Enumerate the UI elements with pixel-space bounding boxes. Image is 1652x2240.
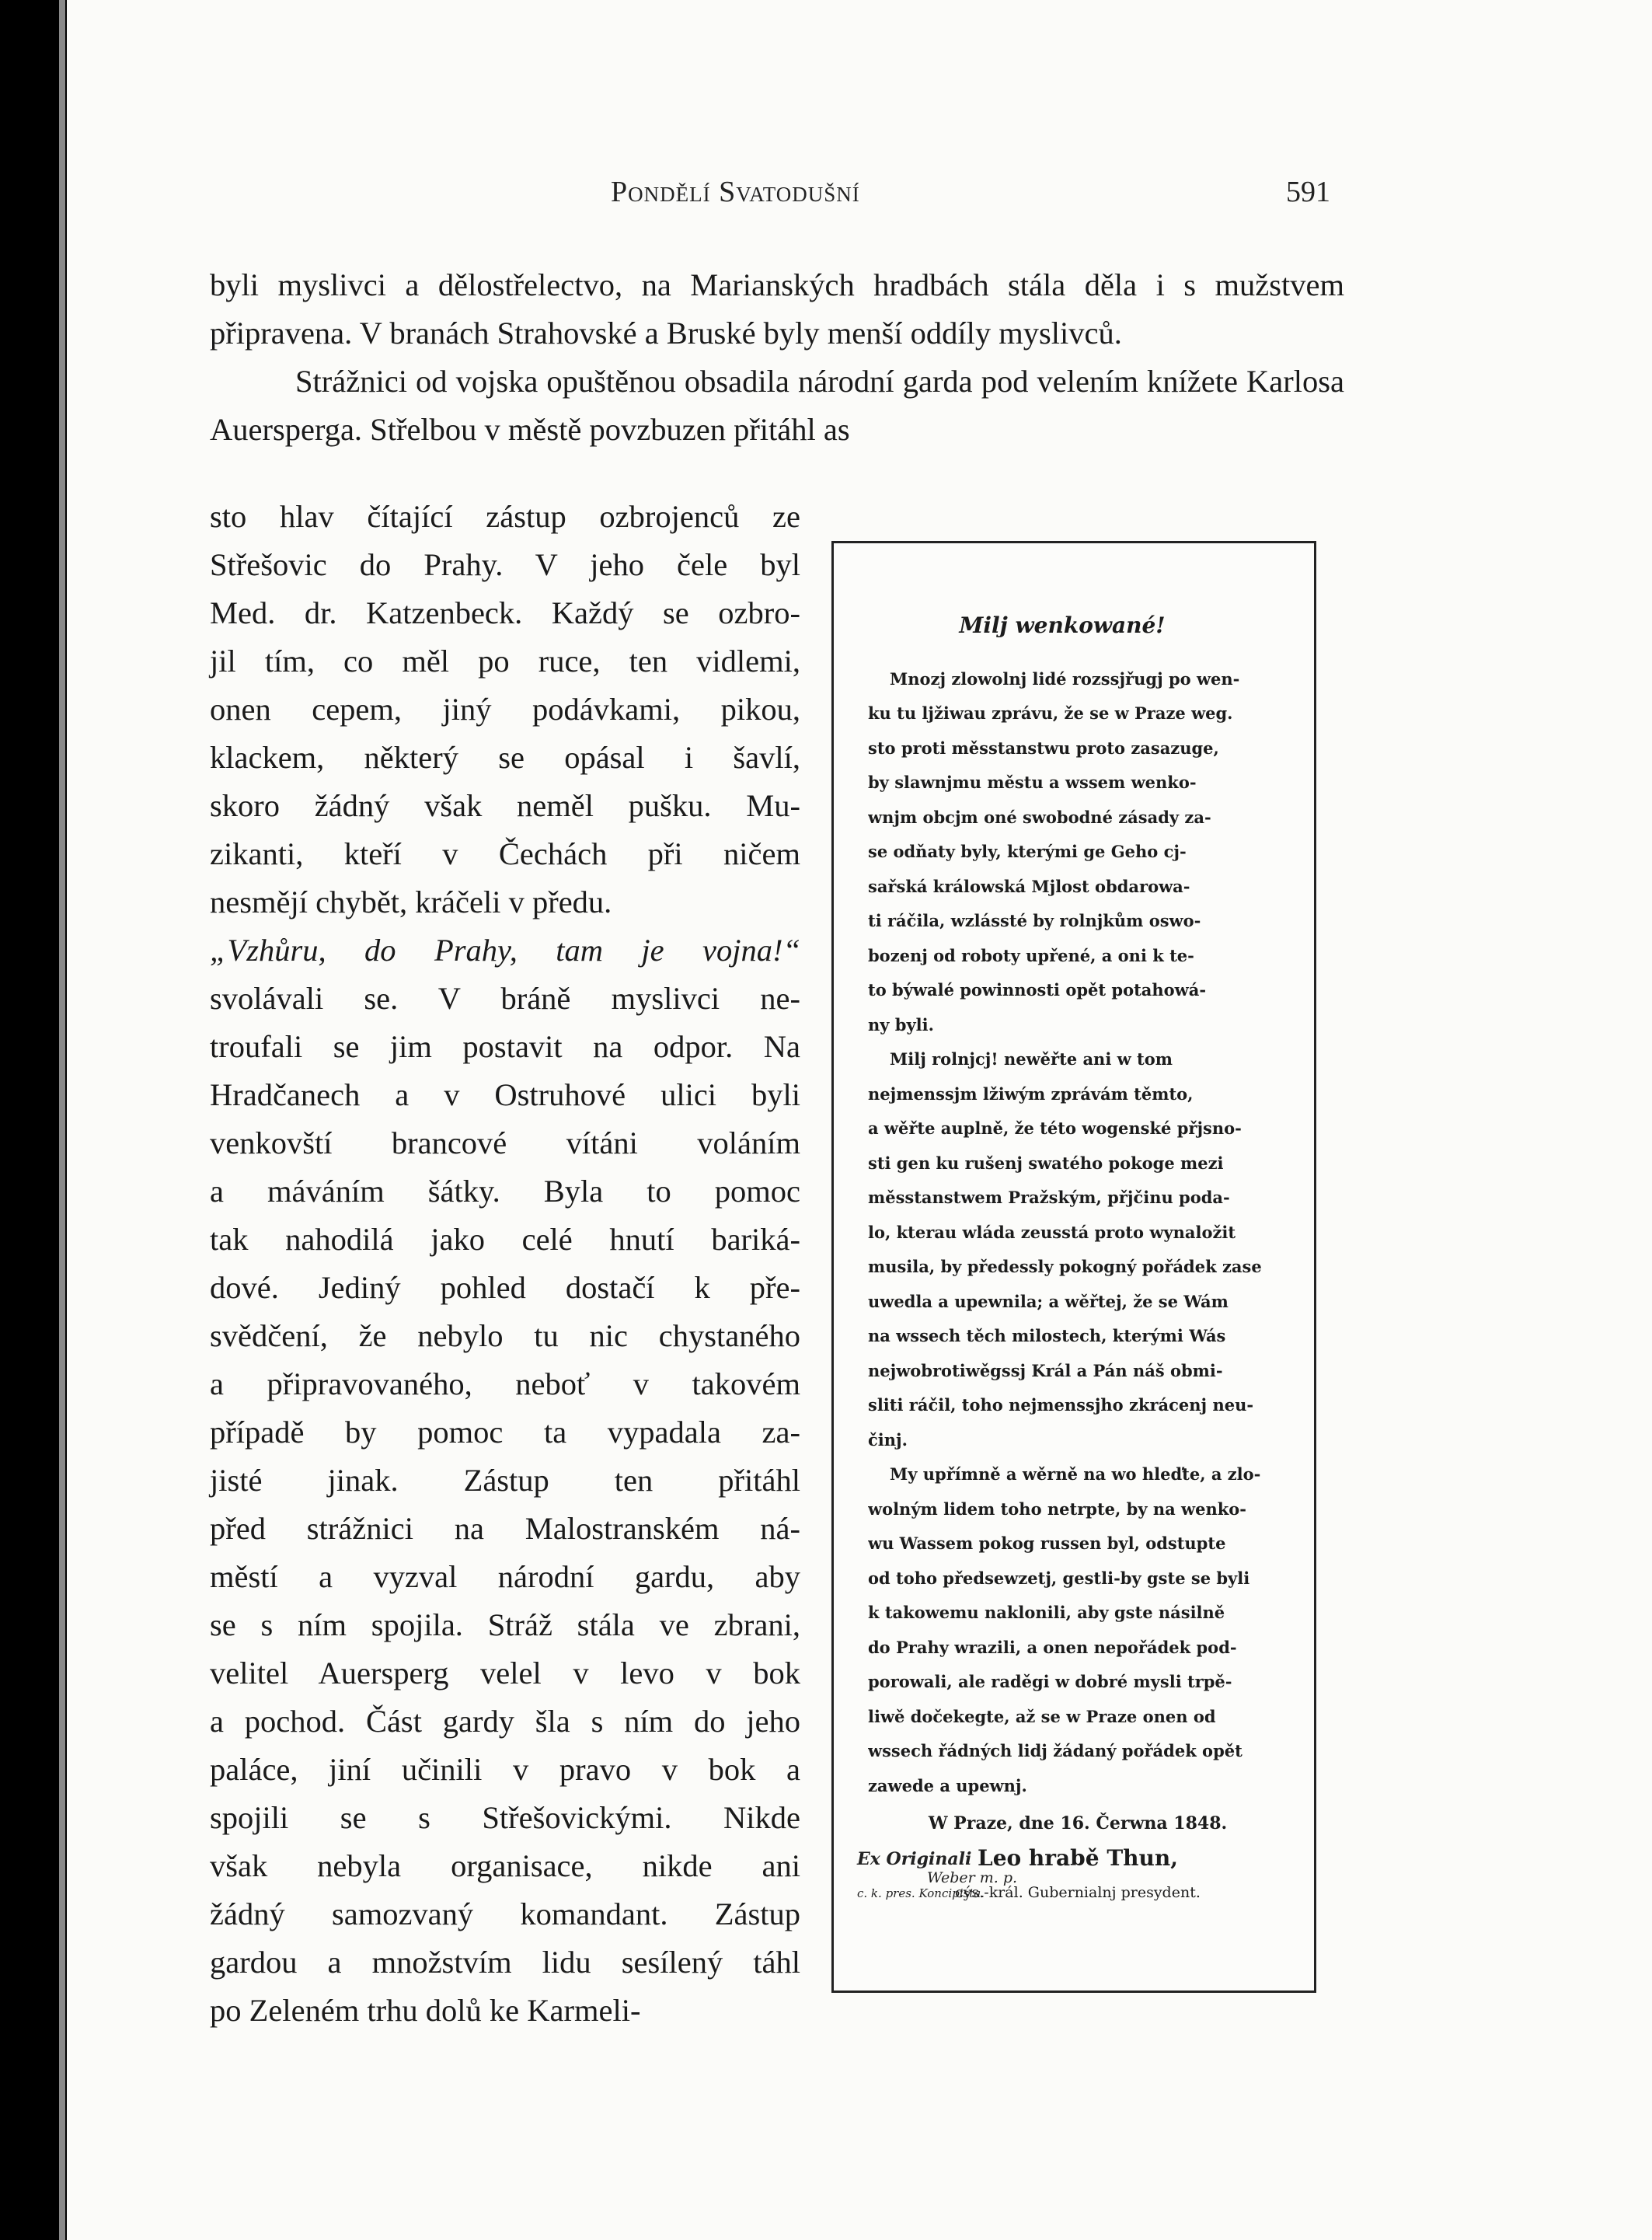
proclamation-line: My upřímně a wěrně na wo hleďte, a zlo-: [890, 1464, 1261, 1484]
column-line: velitel Auersperg velel v levo v bok: [210, 1656, 800, 1690]
proclamation-line: se odňaty byly, kterými ge Geho cj-: [868, 842, 1187, 861]
attestation-line-1: Ex Originali: [857, 1849, 972, 1869]
column-line: městí a vyzval národní gardu, aby: [210, 1559, 800, 1594]
column-line: skoro žádný však neměl pušku. Mu-: [210, 788, 800, 823]
proclamation-line: sto proti měsstanstwu proto zasazuge,: [868, 738, 1219, 758]
column-line: Hradčanech a v Ostruhové ulici byli: [210, 1077, 800, 1112]
column-line: tak nahodilá jako celé hnutí bariká-: [210, 1222, 800, 1257]
proclamation-line: do Prahy wrazili, a onen nepořádek pod-: [868, 1637, 1237, 1657]
proclamation-line: ti ráčila, wzlássté by rolnjkům oswo-: [868, 911, 1201, 930]
column-line: Střešovic do Prahy. V jeho čele byl: [210, 547, 800, 582]
column-line: a pochod. Část gardy šla s ním do jeho: [210, 1704, 800, 1739]
proclamation-line: uwedla a upewnila; a wěřtej, že se Wám: [868, 1291, 1229, 1311]
column-line: a připravovaného, neboť v takovém: [210, 1366, 800, 1401]
page-edge: [59, 0, 65, 2240]
proclamation-date: W Praze, dne 16. Čerwna 1848.: [928, 1813, 1228, 1834]
proclamation-line: na wssech těch milostech, kterými Wás: [868, 1326, 1226, 1345]
proclamation-line: měsstanstwem Pražským, přjčinu poda-: [868, 1188, 1230, 1207]
proclamation-line: od toho předsewzetj, gestli-by gste se byli: [868, 1568, 1250, 1588]
proclamation-line: porowali, ale raděgi w dobré mysli trpě-: [868, 1672, 1232, 1691]
proclamation-line: sti gen ku rušenj swatého pokoge mezi: [868, 1153, 1224, 1173]
column-line: troufali se jim postavit na odpor. Na: [210, 1029, 800, 1064]
handwritten-attestation: [857, 1849, 1090, 1900]
attestation-line-3: c. k. pres. Koncipista.: [857, 1886, 985, 1900]
proclamation-line: wolným lidem toho netrpte, by na wenko-: [868, 1499, 1247, 1519]
column-line: dové. Jediný pohled dostačí k pře-: [210, 1270, 800, 1305]
column-line: a máváním šátky. Byla to pomoc: [210, 1174, 800, 1209]
proclamation-line: musila, by předessly pokogný pořádek zase: [868, 1257, 1262, 1276]
column-text: [210, 493, 800, 2035]
column-line: Med. dr. Katzenbeck. Každý se ozbro-: [210, 595, 800, 630]
column-line: zikanti, kteří v Čechách při ničem: [210, 836, 800, 871]
column-line: se s ním spojila. Stráž stála ve zbrani,: [210, 1607, 800, 1642]
column-line: svědčení, že nebylo tu nic chystaného: [210, 1318, 800, 1353]
proclamation-line: sliti ráčil, toho nejmenssjho zkrácenj neu-: [868, 1395, 1254, 1415]
column-line: paláce, jiní učinili v pravo v bok a: [210, 1752, 800, 1787]
proclamation-line: wnjm obcjm oné swobodné zásady za-: [868, 807, 1211, 827]
paragraph-2: Strážnici od vojska opuštěnou obsadila národní garda pod velením knížete Karlosa Auersperga. Střelbou v městě povzbuzen přitáhl as: [210, 364, 1344, 447]
column-line: spojili se s Střešovickými. Nikde: [210, 1800, 800, 1835]
attestation-line-2: Weber m. p.: [927, 1869, 1018, 1886]
proclamation-line: nejwobrotiwěgssj Král a Pán náš obmi-: [868, 1360, 1223, 1380]
proclamation-line: a wěřte auplně, že této wogenské přjsno-: [868, 1118, 1242, 1138]
proclamation-line: liwě dočekegte, až se w Praze onen od: [868, 1706, 1216, 1726]
column-line: po Zeleném trhu dolů ke Karmeli-: [210, 1993, 641, 2028]
column-line: před strážnici na Malostranském ná-: [210, 1511, 800, 1546]
column-line: však nebyla organisace, nikde ani: [210, 1848, 800, 1883]
proclamation-line: bozenj od roboty upřené, a oni k te-: [868, 945, 1194, 965]
proclamation-line: Mnozj zlowolnj lidé rozssjřugj po wen-: [890, 668, 1240, 689]
column-line: jil tím, co měl po ruce, ten vidlemi,: [210, 644, 800, 679]
running-title: Pondělí Svatodušní: [611, 176, 860, 208]
running-header: [544, 175, 1330, 222]
proclamation-line: činj.: [868, 1429, 908, 1450]
proclamation-line: Milj rolnjcj! newěřte ani w tom: [890, 1049, 1173, 1069]
proclamation-lines: [868, 662, 1288, 1804]
proclamation-line: sařská králowská Mjlost obdarowa-: [868, 876, 1190, 896]
proclamation-line: by slawnjmu městu a wssem wenko-: [868, 773, 1197, 792]
proclamation-facsimile: [831, 541, 1316, 1993]
column-line: jisté jinak. Zástup ten přitáhl: [210, 1463, 800, 1498]
column-line: svolávali se. V bráně myslivci ne-: [210, 981, 800, 1016]
paragraph-1: byli myslivci a dělostřelectvo, na Marianských hradbách stála děla i s mužstvem připravena. V branách Strahovské a Bruské byly menší oddíly myslivců.: [210, 267, 1344, 351]
column-line: nesmějí chybět, kráčeli v předu.: [210, 884, 612, 919]
column-line: klackem, některý se opásal i šavlí,: [210, 740, 800, 775]
proclamation-line: zawede a upewnj.: [868, 1775, 1027, 1795]
column-line: venkovští brancové vítáni voláním: [210, 1125, 800, 1160]
proclamation-signature: Leo hrabě Thun,: [978, 1844, 1178, 1871]
proclamation-line: wssech řádných lidj žádaný pořádek opět: [868, 1741, 1242, 1760]
proclamation-signature-title: cýs.-král. Gubernialnj presydent.: [955, 1884, 1201, 1901]
proclamation-heading: Milj wenkowané!: [959, 612, 1166, 638]
proclamation-line: lo, kterau wláda zeusstá proto wynaložit: [868, 1222, 1236, 1242]
body-text: [210, 261, 1344, 454]
proclamation-text: [868, 609, 1288, 1910]
column-line: „Vzhůru, do Prahy, tam je vojna!“: [210, 933, 800, 968]
column-line: gardou a množstvím lidu sesílený táhl: [210, 1945, 800, 1980]
column-line: žádný samozvaný komandant. Zástup: [210, 1896, 800, 1931]
proclamation-line: nejmenssjm lžiwým zprávám těmto,: [868, 1083, 1194, 1104]
page-number: 591: [1286, 176, 1330, 208]
column-line: sto hlav čítající zástup ozbrojenců ze: [210, 499, 800, 534]
column-line: případě by pomoc ta vypadala za-: [210, 1415, 800, 1450]
proclamation-line: wu Wassem pokog russen byl, odstupte: [868, 1533, 1226, 1553]
proclamation-line: to býwalé powinnosti opět potahowá-: [868, 980, 1207, 1000]
proclamation-line: k takowemu naklonili, aby gste násilně: [868, 1603, 1225, 1622]
proclamation-line: ku tu ljžiwau zprávu, že se w Praze weg.: [868, 703, 1233, 723]
column-line: onen cepem, jiný podávkami, pikou,: [210, 692, 800, 727]
proclamation-line: ny byli.: [868, 1014, 934, 1035]
